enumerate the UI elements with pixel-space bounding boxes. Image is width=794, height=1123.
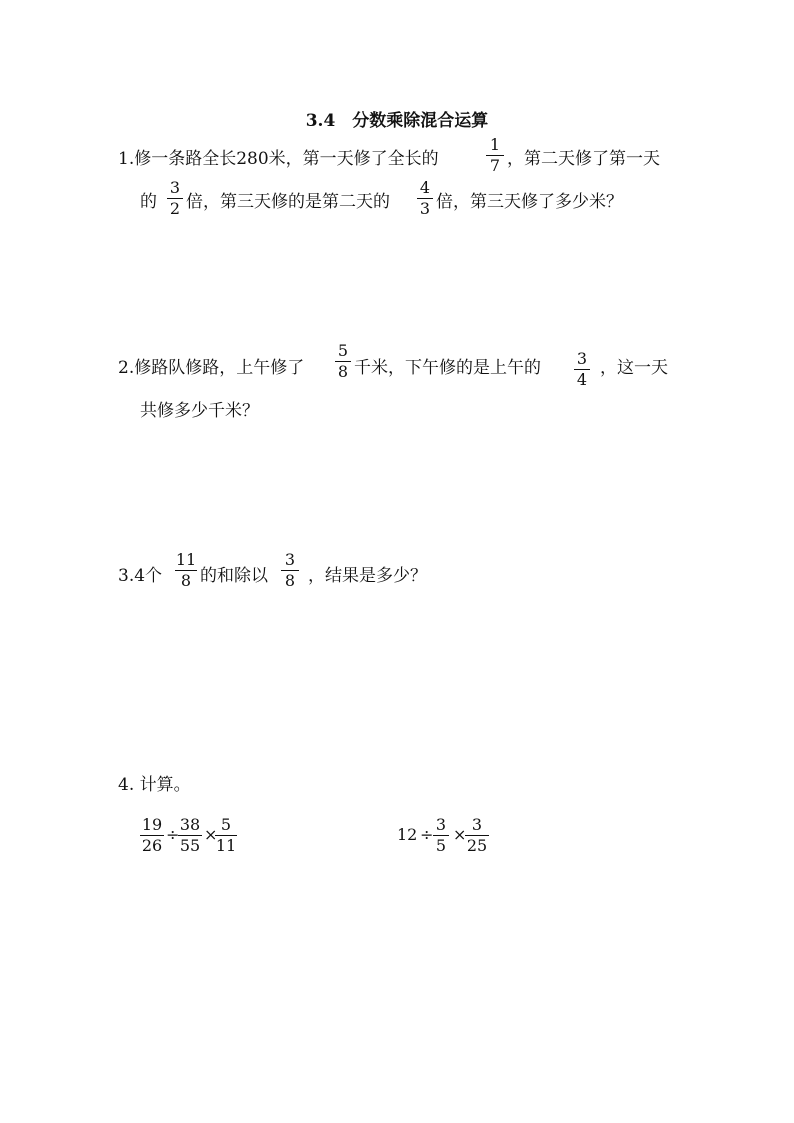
numerator: 3	[169, 178, 181, 197]
q2-line2-text: 共修多少千米？	[140, 401, 259, 421]
q3-text-b: 的和除以	[200, 566, 268, 586]
q1-fraction-3	[417, 179, 433, 218]
numerator: 5	[220, 815, 232, 834]
q1-line2-text-a: 的	[140, 192, 157, 212]
q1-line2-text-b: 倍，第三天修的是第二天的	[186, 192, 390, 212]
numerator: 3	[284, 550, 296, 569]
expr2-lead-number: 12	[397, 825, 418, 844]
q2-fraction-1	[335, 342, 351, 381]
expr2-fraction-2	[465, 816, 489, 855]
denominator: 8	[180, 571, 192, 590]
q3-fraction-2	[281, 551, 299, 590]
q1-line2-text-c: 倍，第三天修了多少米？	[436, 192, 623, 212]
denominator: 3	[419, 199, 431, 218]
divide-operator: ÷	[166, 825, 180, 844]
page-title: 3.4 分数乘除混合运算	[305, 111, 489, 131]
numerator: 3	[576, 349, 588, 368]
multiply-operator: ×	[204, 825, 218, 844]
denominator: 5	[435, 836, 447, 855]
numerator: 38	[179, 815, 201, 834]
q1-line1-text-b: ，第二天修了第一天	[507, 149, 660, 169]
expr1-fraction-3	[215, 816, 237, 855]
q3-text-a: 3.4个	[118, 566, 163, 586]
expr1-fraction-2	[178, 816, 202, 855]
numerator: 4	[419, 178, 431, 197]
numerator: 1	[489, 135, 501, 154]
q3-fraction-1	[175, 551, 197, 590]
denominator: 2	[169, 199, 181, 218]
denominator: 7	[489, 156, 501, 175]
divide-operator: ÷	[420, 825, 434, 844]
expr1-fraction-1	[140, 816, 164, 855]
denominator: 8	[284, 571, 296, 590]
denominator: 25	[466, 836, 488, 855]
expr2-fraction-1	[433, 816, 449, 855]
q1-line1-text-a: 1.修一条路全长280米，第一天修了全长的	[118, 149, 439, 169]
q1-fraction-1	[486, 136, 504, 175]
q1-fraction-2	[167, 179, 183, 218]
denominator: 26	[141, 836, 163, 855]
q2-line1-text-c: ，这一天	[600, 358, 668, 378]
numerator: 3	[471, 815, 483, 834]
q4-label: 4. 计算。	[118, 775, 191, 795]
numerator: 11	[175, 550, 197, 569]
multiply-operator: ×	[453, 825, 467, 844]
numerator: 19	[141, 815, 163, 834]
q3-text-c: ，结果是多少？	[308, 566, 427, 586]
denominator: 4	[576, 370, 588, 389]
denominator: 11	[215, 836, 237, 855]
q2-line1-text-a: 2.修路队修路，上午修了	[118, 358, 305, 378]
numerator: 5	[337, 341, 349, 360]
denominator: 55	[179, 836, 201, 855]
q2-fraction-2	[574, 350, 590, 389]
q2-line1-text-b: 千米，下午修的是上午的	[354, 358, 541, 378]
numerator: 3	[435, 815, 447, 834]
denominator: 8	[337, 362, 349, 381]
